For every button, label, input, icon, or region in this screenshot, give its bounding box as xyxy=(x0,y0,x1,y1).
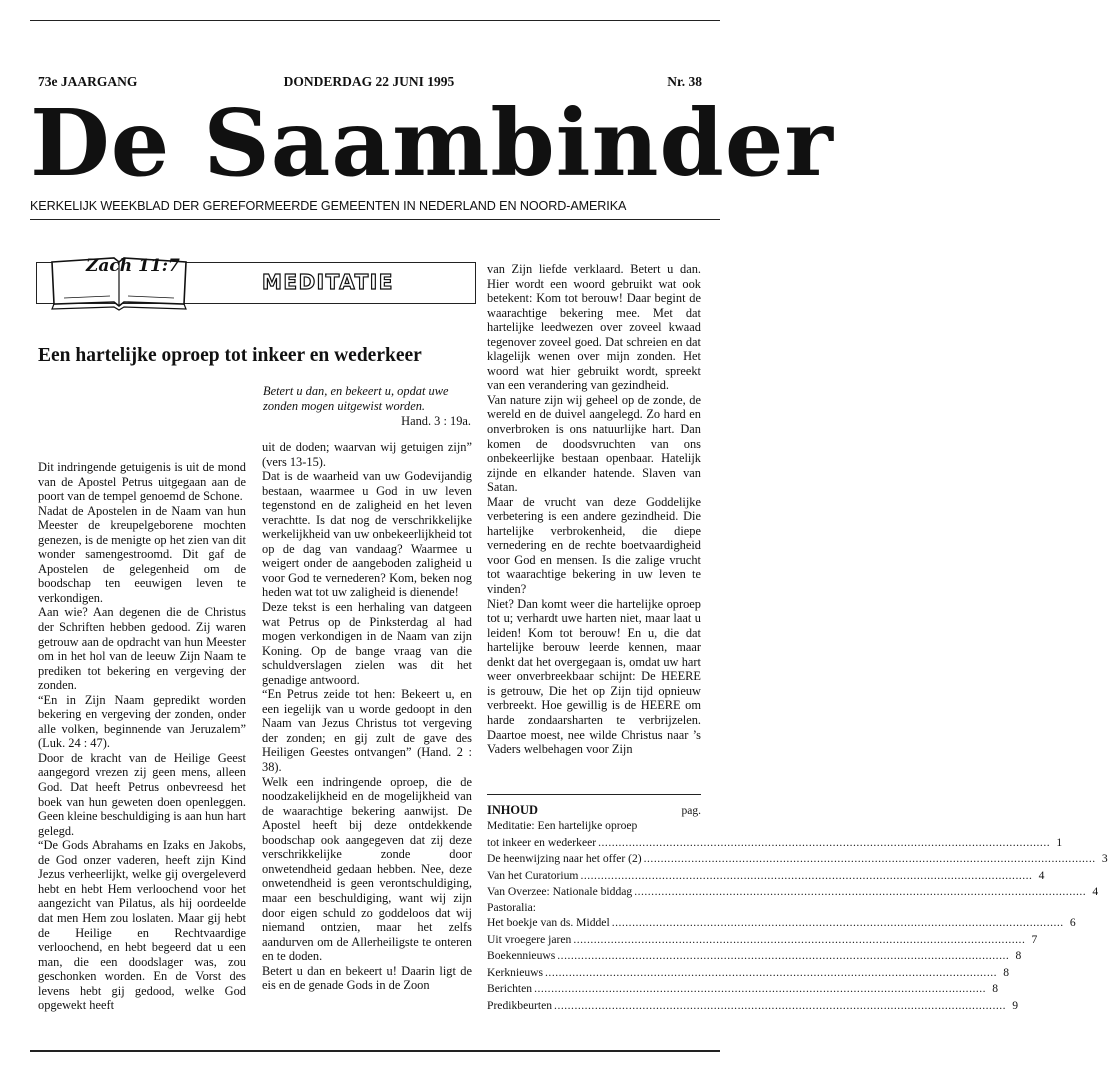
toc-item-label: Kerknieuws xyxy=(487,965,544,979)
toc-leader xyxy=(554,998,1006,1015)
toc-item: Meditatie: Een hartelijke oproep xyxy=(487,819,638,832)
date-label: DONDERDAG 22 JUNI 1995 xyxy=(283,74,455,89)
paragraph: Welk een indringende oproep, die de noodzakelijkheid en de mogelijkheid van de waarachtige bekering aanwijst. De Apostel heeft bij deze ontdekkende boodschap ook aangegeven dat zij deze verschrikkelijke zonde door onwetendheid gedaan hebben. Nee, deze onwetendheid is geen verontschuldiging, maar een beschuldiging, want wij zijn door eigen schuld zo goddeloos dat wij niemand ontzien, maar het zelfs aandurven om de Allerheiligste te onteren en te doden. xyxy=(262,774,472,964)
toc-item xyxy=(487,981,999,998)
toc-item-page: 8 xyxy=(1015,949,1022,963)
volume-label: 73e JAARGANG xyxy=(38,74,138,89)
toc-page-label: pag. xyxy=(681,805,701,817)
toc-leader xyxy=(534,981,986,998)
article-column-3 xyxy=(487,262,701,757)
paragraph: Nadat de Apostelen in de Naam van hun Meester de kreupelgeborene mochten genezen, is de menigte op het zien van dit wonder samengestroomd. Dit gaf de Apostelen de gelegenheid om de boodschap ten eeuwigen leven te verkondigen. xyxy=(38,503,246,605)
toc-item-page: 4 xyxy=(1038,868,1045,882)
toc-item xyxy=(487,948,1022,965)
paragraph: Dit indringende getuigenis is uit de mond van de Apostel Petrus uitgegaan aan de poort van de tempel genoemd de Schone. xyxy=(38,460,246,504)
paragraph: “En in Zijn Naam gepredikt worden bekering en vergeving der zonden, onder alle volken, beginnende van Jeruzalem” (Luk. 24 : 47). xyxy=(38,692,246,751)
toc-leader xyxy=(545,965,997,982)
toc-leader xyxy=(557,948,1009,965)
masthead-rule xyxy=(30,219,720,220)
toc-item-label: Berichten xyxy=(487,982,533,996)
toc-item-label: Boekennieuws xyxy=(487,949,556,963)
toc-item-page: 7 xyxy=(1031,932,1038,946)
toc-item xyxy=(487,851,1108,868)
article-column-1 xyxy=(38,460,246,1013)
paragraph: “De Gods Abrahams en Izaks en Jakobs, de God onzer vaderen, heeft zijn Kind Jezus verheerlijkt, welke gij overgeleverd hebt en hebt Hem verloochend voor het aangezicht van Pilatus, als hij oordeelde dat men Hem zou loslaten. Maar gij hebt de Heilige en Rechtvaardige verloochend, en hebt begeerd dat u een man, die een doodslager was, zou geschonken worden. En de Vorst des levens hebt gij gedood, welke God opgewekt heeft xyxy=(38,838,246,1013)
toc-header xyxy=(487,803,701,818)
paragraph: Aan wie? Aan degenen die de Christus der Schriften hebben gedood. Zij waren getrouw aan de opdracht van hun Meester om in het hol van de leeuw Zijn Naam te prediken tot bekering en vergeving der zonden. xyxy=(38,605,246,693)
paragraph: Niet? Dan komt weer die hartelijke oproep tot u; verhardt uwe harten niet, maar laat u leiden! Kom tot berouw! En u, die dat hartelijke berouw leerde kennen, maar denkt dat het overgegaan is, omdat uw hart weer onverbreekbaar schijnt: De HEERE is getrouw, Die het op Zijn tijd opnieuw verbreekt. Hoe gewillig is de HEERE om harde zondaarsharten te verbrijzelen. Daartoe moest, nee wilde Christus naar ’s Vaders welbehagen voor Zijn xyxy=(487,596,701,757)
paragraph: uit de doden; waarvan wij getuigen zijn” (vers 13-15). xyxy=(262,440,472,469)
section-label: MEDITATIE xyxy=(262,270,394,294)
paragraph: “En Petrus zeide tot hen: Bekeert u, en een iegelijk van u worde gedoopt in den Naam van Jezus Christus tot vergeving der zonden; en gij zult de gave des Heiligen Geestes ontvangen” (Hand. 2 : 38). xyxy=(262,687,472,775)
paragraph: Betert u dan en bekeert u! Daarin ligt de eis en de genade Gods in de Zoon xyxy=(262,963,472,993)
toc-item-page: 1 xyxy=(1056,835,1063,849)
toc-item-label: Predikbeurten xyxy=(487,998,553,1012)
scripture-reference: Hand. 3 : 19a. xyxy=(401,414,471,428)
toc-item xyxy=(487,884,1099,901)
toc-item xyxy=(487,932,1038,949)
toc-leader xyxy=(644,851,1096,868)
toc-item-label: Uit vroegere jaren xyxy=(487,932,572,946)
toc-item xyxy=(487,835,1063,852)
toc-item xyxy=(487,915,1076,932)
toc-item-label: Het boekje van ds. Middel xyxy=(487,915,610,929)
toc-item-label: tot inkeer en wederkeer xyxy=(487,835,597,849)
toc-item xyxy=(487,998,1019,1015)
article-title: Een hartelijke oproep tot inkeer en wederkeer xyxy=(38,345,422,366)
toc-item-page: 9 xyxy=(1012,998,1019,1012)
paragraph: Door de kracht van de Heilige Geest aangegord vrezen zij geen mens, alleen God. Dat heeft Petrus onbevreesd het boek van hun geweten doen openleggen. Geen kleine beschuldiging is aan hun hart gelegd. xyxy=(38,750,246,838)
paragraph: Maar de vrucht van deze Goddelijke verbetering is een andere gezindheid. Die hartelijke verbrokenheid, die diepe vernedering en de rechte boetvaardigheid voor God en mensen. Is die zalige vrucht tot waarachtige bekering in uw leven te vinden? xyxy=(487,494,701,597)
article-column-2 xyxy=(262,440,472,993)
issue-number: Nr. 38 xyxy=(667,74,702,89)
toc-title: INHOUD xyxy=(487,803,538,817)
paragraph: van Zijn liefde verklaard. Betert u dan. Hier wordt een woord gebruikt wat ook betekent: Kom tot berouw! Daar begint de waarachtige bekering mee. Met dat hartelijke leedwezen over zoveel kwaad tegenover zoveel goed. Dat schreien en dat klagelijk wenen over mijn zonden. Het woord wat hier gebruikt wordt, spreekt van een verandering van gezindheid. xyxy=(487,262,701,393)
toc-item-label: Van het Curatorium xyxy=(487,868,579,882)
toc-leader xyxy=(634,884,1086,901)
toc-leader xyxy=(612,915,1064,932)
toc-item-page: 6 xyxy=(1069,915,1076,929)
toc-item-label: Van Overzee: Nationale biddag xyxy=(487,885,633,899)
top-rule xyxy=(30,20,720,21)
toc-item xyxy=(487,868,1045,885)
scripture-verse: Betert u dan, en bekeert u, opdat uwe zonden mogen uitgewist worden. xyxy=(263,384,449,413)
toc-item-page: 4 xyxy=(1092,885,1099,899)
masthead-subtitle: KERKELIJK WEEKBLAD DER GEREFORMEERDE GEMEENTEN IN NEDERLAND EN NOORD-AMERIKA xyxy=(30,199,627,213)
bottom-rule xyxy=(30,1050,720,1052)
paragraph: Deze tekst is een herhaling van datgeen wat Petrus op de Pinksterdag al had mogen verkondigen in de Naam van zijn Koning. Op de bange vraag van die schuldverslagen zielen was dit het genadige antwoord. xyxy=(262,600,472,687)
paragraph: Dat is de waarheid van uw Godevijandig bestaan, waarmee u God in uw leven tegenstond en de zaligheid en het leven verachtte. Is dat nog de verschrikkelijke werkelijkheid van uw onbekeerlijkheid tot op de dag van vandaag? Waarmee u weigert onder de aangeboden zaligheid u voor God te vernederen? Kom, beken nog heden wat tot uw zaligheid is dienende! xyxy=(262,469,472,600)
toc-section-label: Pastoralia: xyxy=(487,900,536,914)
toc-item xyxy=(487,965,1010,982)
toc-item-label: De heenwijzing naar het offer (2) xyxy=(487,852,642,866)
toc-leader xyxy=(598,835,1050,852)
book-reference: Zach 11:7 xyxy=(86,256,180,276)
toc-leader xyxy=(573,932,1025,949)
toc-leader xyxy=(580,868,1032,885)
toc-rule xyxy=(487,794,701,795)
toc-item-page: 8 xyxy=(1003,965,1010,979)
table-of-contents xyxy=(487,794,1108,1015)
toc-item-page: 3 xyxy=(1101,852,1108,866)
masthead-title: De Saambinder xyxy=(30,89,834,197)
paragraph: Van nature zijn wij geheel op de zonde, de wereld en de duivel aangelegd. Zo hard en onverbroken is ons natuurlijke hart. Dan komen de doodsvruchten van ons onbekeerlijke bestaan openbaar. Hatelijk zijnde en elkander hatende. Slaven van Satan. xyxy=(487,392,701,495)
toc-item-page: 8 xyxy=(992,982,999,996)
